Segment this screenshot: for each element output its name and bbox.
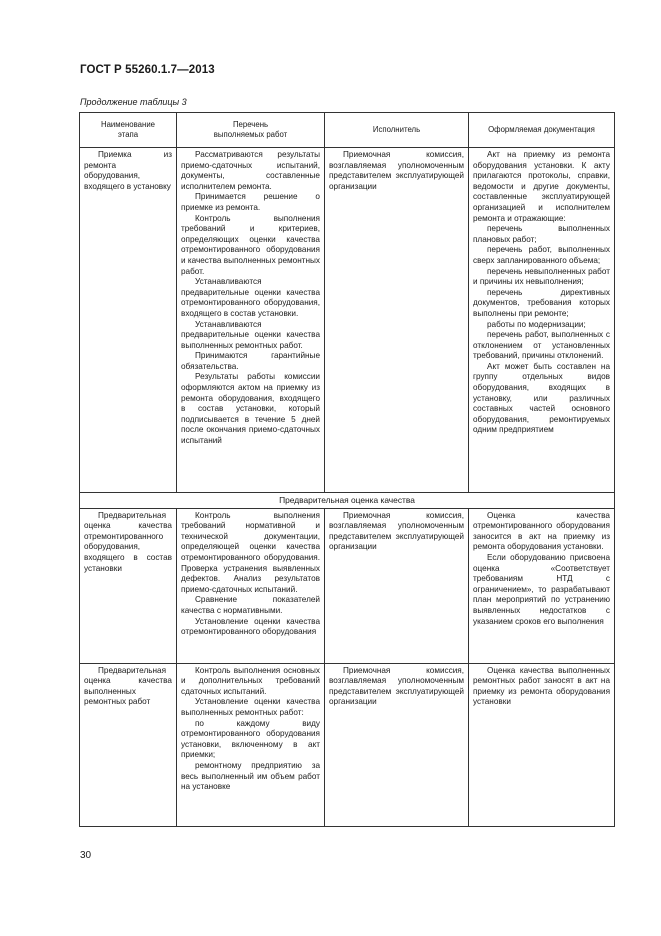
works-paragraph: Результаты работы комиссии оформляются актом на приемку из ремонта оборудования, входящего в состав установки, который подписывается в течение 5 дней после окончания приемо-сдаточных испытаний: [181, 372, 320, 446]
executor-text: Приемочная комиссия, возглавляемая уполномоченным представителем эксплуатирующей организации: [329, 150, 464, 191]
cell-works: [177, 663, 325, 826]
works-paragraph: Контроль выполнения требований и критериев, определяющих оценки качества отремонтированного оборудования и качества выполненных ремонтных работ.: [181, 213, 320, 276]
works-paragraph: Рассматриваются результаты приемо-сдаточных испытаний, документы, составленные исполнителем ремонта.: [181, 150, 320, 191]
column-header-docs: [469, 113, 615, 148]
cell-docs: [469, 508, 615, 663]
works-paragraph: Установление оценки качества выполненных ремонтных работ:: [181, 697, 320, 717]
executor-text: Приемочная комиссия, возглавляемая уполномоченным представителем эксплуатирующей организации: [329, 665, 464, 707]
cell-docs: [469, 663, 615, 826]
docs-paragraph: перечень выполненных плановых работ;: [473, 224, 610, 244]
works-table: [79, 112, 615, 827]
column-header-works: [177, 113, 325, 148]
stage-text: Предварительная оценка качества отремонтированного оборудования, входящего в состав установки: [84, 510, 172, 573]
docs-paragraph: Если оборудованию присвоена оценка «Соответствует требованиям НТД с ограничением», то разрабатывают план мероприятий по устранению выявленных недостатков с указанием сроков его выполнения: [473, 552, 610, 626]
column-header-docs-label: Оформляемая документация: [488, 125, 595, 134]
works-paragraph: Принимается решение о приемке из ремонта.: [181, 192, 320, 212]
works-paragraph: Сравнение показателей качества с нормативными.: [181, 595, 320, 615]
works-paragraph: ремонтному предприятию за весь выполненный им объем работ на установке: [181, 760, 320, 792]
docs-paragraph: перечень директивных документов, требования которых выполнены при ремонте;: [473, 287, 610, 318]
table-row: [80, 663, 615, 826]
cell-stage: [80, 663, 177, 826]
section-row: [80, 493, 615, 509]
section-title: Предварительная оценка качества: [80, 493, 615, 509]
works-paragraph: Устанавливаются предварительные оценки качества отремонтированного оборудования, входящего в состав установки.: [181, 277, 320, 318]
docs-paragraph: перечень работ, выполненных с отклонением от установленных требований, причины отклонений.: [473, 330, 610, 361]
docs-paragraph: Оценка качества отремонтированного оборудования заносится в акт на приемку из ремонта оборудования установки.: [473, 510, 610, 552]
stage-text: Приемка из ремонта оборудования, входящего в установку: [84, 150, 172, 191]
document-header: ГОСТ Р 55260.1.7—2013: [80, 64, 215, 76]
column-header-stage: [80, 113, 177, 148]
column-header-works-label: Перечень выполняемых работ: [213, 120, 288, 139]
cell-works: [177, 508, 325, 663]
table-row: [80, 148, 615, 493]
cell-stage: [80, 508, 177, 663]
column-header-executor: [325, 113, 469, 148]
column-header-stage-label: Наименование этапа: [100, 120, 156, 139]
cell-executor: [325, 663, 469, 826]
table-row: [80, 508, 615, 663]
docs-paragraph: Оценка качества выполненных ремонтных работ заносят в акт на приемку из ремонта оборудования установки: [473, 665, 610, 707]
works-paragraph: Контроль выполнения основных и дополнительных требований сдаточных испытаний.: [181, 665, 320, 696]
cell-stage: [80, 148, 177, 493]
page-number: 30: [80, 850, 92, 861]
table-header-row: [80, 113, 615, 148]
works-paragraph: Принимаются гарантийные обязательства.: [181, 351, 320, 371]
table-caption: Продолжение таблицы 3: [80, 97, 187, 107]
stage-text: Предварительная оценка качества выполненных ремонтных работ: [84, 665, 172, 707]
works-paragraph: Устанавливаются предварительные оценки качества выполненных ремонтных работ.: [181, 319, 320, 350]
docs-paragraph: Акт может быть составлен на группу отдельных видов оборудования, входящих в установку, или различных составных частей основного оборудования, ремонтируемых одним предприятием: [473, 361, 610, 435]
docs-paragraph: работы по модернизации;: [487, 319, 586, 329]
docs-paragraph: Акт на приемку из ремонта оборудования установки. К акту прилагаются протоколы, справки, ведомости и другие документы, составленные эксплуатирующей организацией и исполнителем ремонта и отражающие:: [473, 150, 610, 223]
cell-executor: [325, 148, 469, 493]
works-paragraph: Установление оценки качества отремонтированного оборудования: [181, 616, 320, 637]
works-paragraph: Контроль выполнения требований нормативной и технической документации, определяющей оценки качества отремонтированного оборудования. Проверка устранения выявленных дефектов. Анализ результатов приемо-сдаточных испытаний.: [181, 510, 320, 594]
cell-docs: [469, 148, 615, 493]
executor-text: Приемочная комиссия, возглавляемая уполномоченным представителем эксплуатирующей организации: [329, 510, 464, 552]
docs-paragraph: перечень работ, выполненных сверх запланированного объема;: [473, 245, 610, 265]
docs-paragraph: перечень невыполненных работ и причины их невыполнения;: [473, 266, 610, 287]
cell-executor: [325, 508, 469, 663]
cell-works: [177, 148, 325, 493]
column-header-executor-label: Исполнитель: [372, 125, 421, 134]
works-paragraph: по каждому виду отремонтированного оборудования установки, включенному в акт приемки;: [181, 718, 320, 760]
